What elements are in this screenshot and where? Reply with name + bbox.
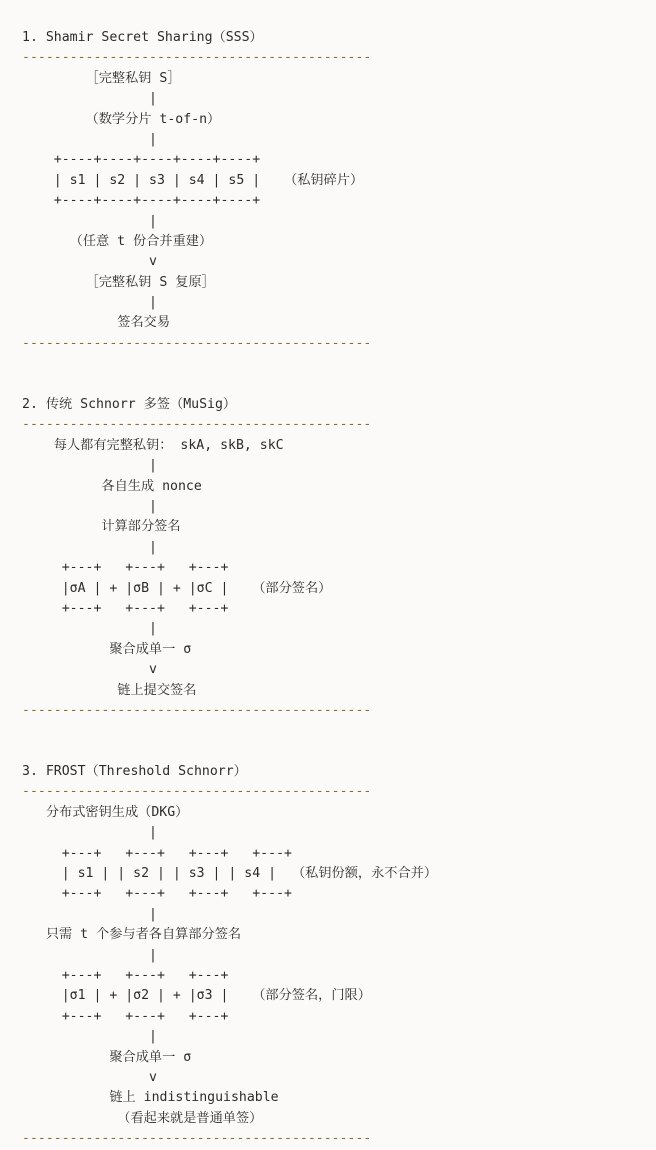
- diagram-line: |: [22, 458, 157, 474]
- diagram-line: ［完整私钥 S］: [22, 70, 181, 86]
- diagram-line: --------------------------------------------: [22, 1131, 372, 1147]
- diagram-line: [22, 742, 656, 762]
- diagram-line: [22, 721, 656, 741]
- diagram-line: |: [22, 1029, 157, 1045]
- diagram-line: 各自生成 nonce: [22, 478, 202, 494]
- diagram-line: |: [22, 825, 157, 841]
- diagram-line: +---+ +---+ +---+: [22, 560, 229, 576]
- diagram-line: 分布式密钥生成（DKG）: [22, 804, 189, 820]
- diagram-line: 聚合成单一 σ: [22, 641, 192, 657]
- diagram-line: +---+ +---+ +---+ +---+: [22, 845, 292, 861]
- diagram-line: v: [22, 662, 157, 678]
- diagram-line: |σ1 | + |σ2 | + |σ3 | （部分签名，门限）: [22, 988, 371, 1004]
- diagram-line: 每人都有完整私钥： skA, skB, skC: [22, 437, 284, 453]
- diagram-line: |: [22, 539, 157, 555]
- diagram-line: 链上提交签名: [22, 682, 197, 698]
- diagram-line: --------------------------------------------: [22, 335, 372, 351]
- diagram-line: |σA | + |σB | + |σC | （部分签名）: [22, 580, 332, 596]
- diagram-line: |: [22, 131, 157, 147]
- diagram-line: v: [22, 254, 157, 270]
- diagram-line: +---+ +---+ +---+ +---+: [22, 886, 292, 902]
- diagram-line: |: [22, 906, 157, 922]
- diagram-line: 签名交易: [22, 315, 171, 331]
- diagram-line: （数学分片 t-of-n）: [22, 111, 221, 127]
- diagram-line: 2. 传统 Schnorr 多签（MuSig）: [22, 397, 237, 413]
- diagram-line: --------------------------------------------: [22, 702, 372, 718]
- diagram-line: 只需 t 个参与者各自算部分签名: [22, 927, 242, 943]
- diagram-line: 聚合成单一 σ: [22, 1049, 192, 1065]
- diagram-line: |: [22, 295, 157, 311]
- diagram-line: [22, 375, 656, 395]
- diagram-line: 3. FROST（Threshold Schnorr）: [22, 764, 247, 780]
- diagram-line: |: [22, 498, 157, 514]
- diagram-line: 计算部分签名: [22, 519, 181, 535]
- diagram-line: 链上 indistinguishable: [22, 1090, 279, 1106]
- diagram-line: |: [22, 91, 157, 107]
- diagram-line: --------------------------------------------: [22, 50, 372, 66]
- diagram-line: --------------------------------------------: [22, 417, 372, 433]
- diagram-line: ［完整私钥 S 复原］: [22, 274, 215, 290]
- diagram-line: （任意 t 份合并重建）: [22, 233, 213, 249]
- diagram-line: +---+ +---+ +---+: [22, 1008, 229, 1024]
- diagram-line: |: [22, 947, 157, 963]
- diagram-line: --------------------------------------------: [22, 784, 372, 800]
- diagram-line: | s1 | | s2 | | s3 | | s4 | （私钥份额，永不合并）: [22, 866, 438, 882]
- diagram-line: | s1 | s2 | s3 | s4 | s5 | （私钥碎片）: [22, 172, 364, 188]
- diagram-line: |: [22, 621, 157, 637]
- diagram-line: +----+----+----+----+----+: [22, 193, 261, 209]
- diagram-line: |: [22, 213, 157, 229]
- diagram-line: v: [22, 1069, 157, 1085]
- diagram-line: 1. Shamir Secret Sharing（SSS）: [22, 30, 263, 45]
- diagram-line: （看起来就是普通单签）: [22, 1110, 263, 1126]
- diagram-line: +---+ +---+ +---+: [22, 600, 229, 616]
- diagram-line: +---+ +---+ +---+: [22, 967, 229, 983]
- diagram-line: +----+----+----+----+----+: [22, 152, 261, 168]
- diagram-line: [22, 354, 656, 374]
